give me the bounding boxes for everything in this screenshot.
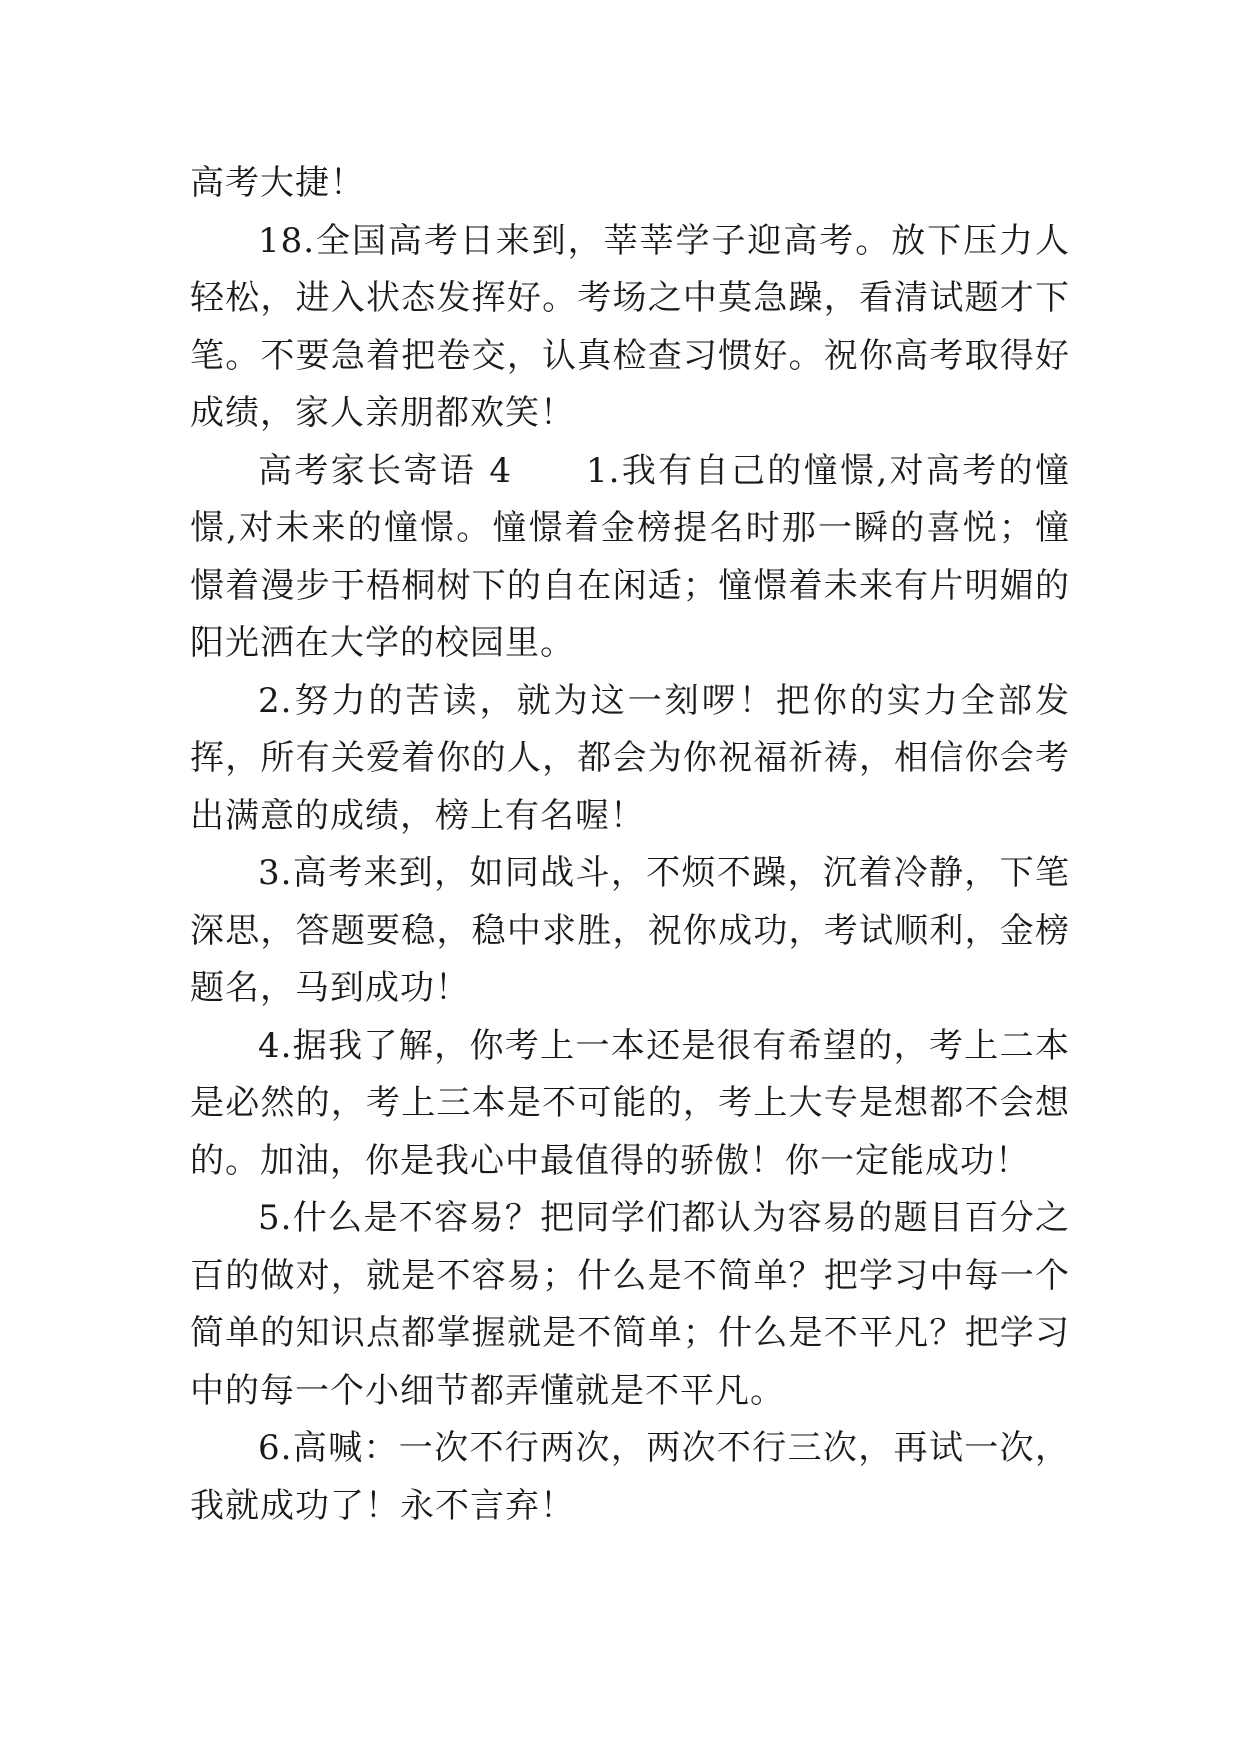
paragraph-continuation: 高考大捷！ <box>190 163 365 203</box>
document-body <box>190 155 1070 1535</box>
paragraph-section-4-item-1: 高考家长寄语 4 1.我有自己的憧憬,对高考的憧憬,对未来的憧憬。憧憬着金榜提名时那一瞬的喜悦；憧憬着漫步于梧桐树下的自在闲适；憧憬着未来有片明媚的阳光洒在大学的校园里。 <box>190 450 1070 663</box>
paragraph-item-3: 3.高考来到，如同战斗，不烦不躁，沉着冷静，下笔深思，答题要稳，稳中求胜，祝你成功，考试顺利，金榜题名，马到成功！ <box>190 853 1070 1008</box>
paragraph-item-18: 18.全国高考日来到，莘莘学子迎高考。放下压力人轻松，进入状态发挥好。考场之中莫急躁，看清试题才下笔。不要急着把卷交，认真检查习惯好。祝你高考取得好成绩，家人亲朋都欢笑！ <box>190 220 1070 433</box>
paragraph-item-2: 2.努力的苦读，就为这一刻啰！把你的实力全部发挥，所有关爱着你的人，都会为你祝福祈祷，相信你会考出满意的成绩，榜上有名喔！ <box>190 680 1070 836</box>
paragraph-item-5: 5.什么是不容易？把同学们都认为容易的题目百分之百的做对，就是不容易；什么是不简单？把学习中每一个简单的知识点都掌握就是不简单；什么是不平凡？把学习中的每一个小细节都弄懂就是不平凡。 <box>190 1198 1070 1411</box>
paragraph-item-4: 4.据我了解，你考上一本还是很有希望的，考上二本是必然的，考上三本是不可能的，考上大专是想都不会想的。加油，你是我心中最值得的骄傲！你一定能成功！ <box>190 1025 1070 1181</box>
paragraph-item-6: 6.高喊：一次不行两次，两次不行三次，再试一次，我就成功了！永不言弃！ <box>190 1428 1070 1526</box>
